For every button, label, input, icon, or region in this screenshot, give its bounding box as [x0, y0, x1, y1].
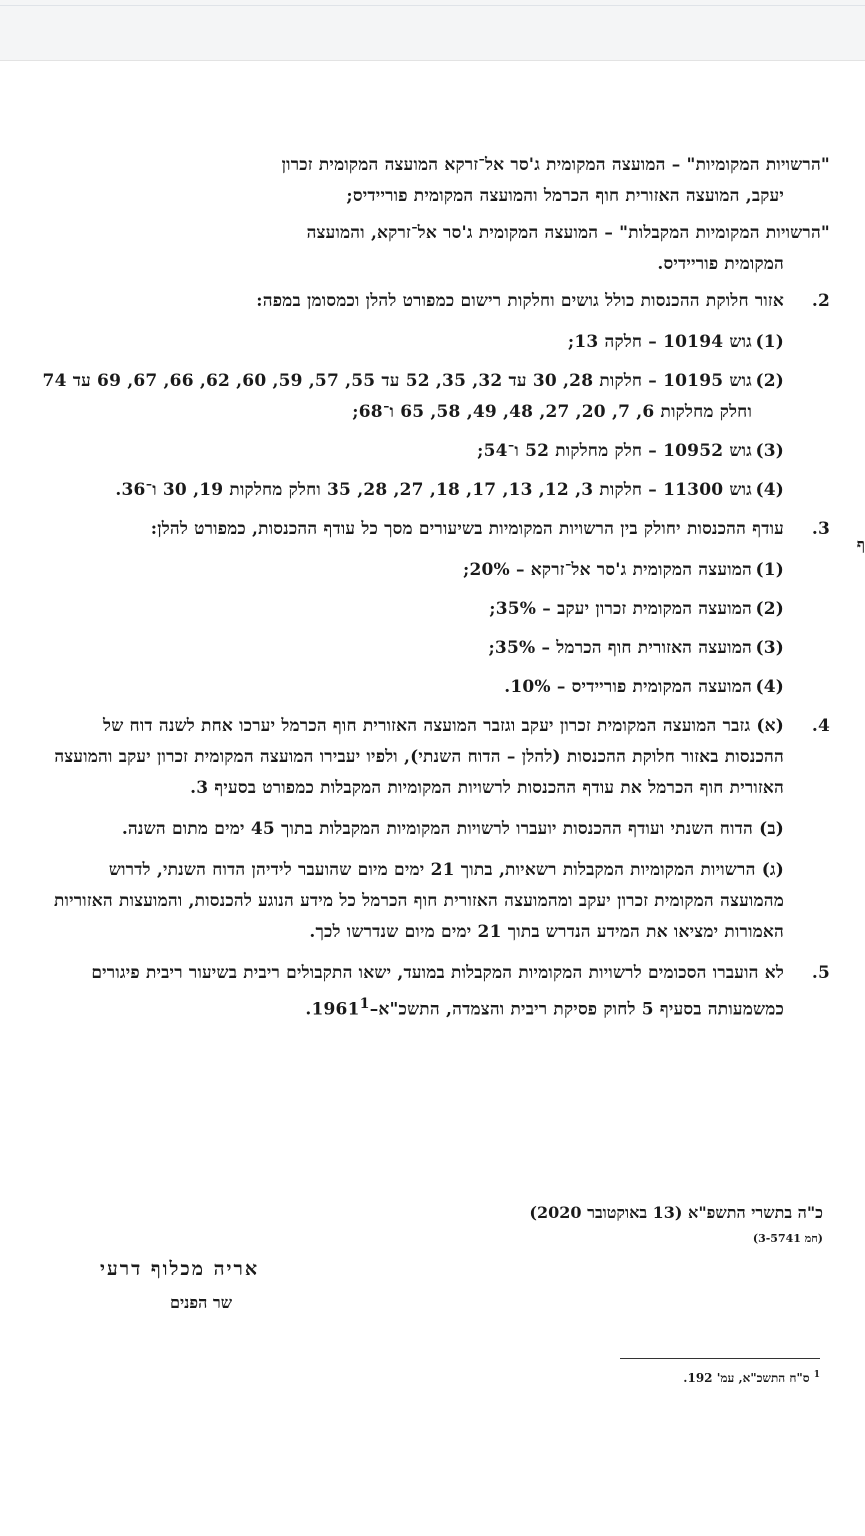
item-number: (4)	[755, 480, 784, 500]
file-reference: (חמ 3-5741)	[752, 1232, 823, 1245]
item-text: המועצה המקומית ג'סר אל־זרקא – 20%;	[462, 560, 752, 580]
definition-receiving-authorities	[40, 218, 830, 280]
cutoff-margin-char: ף	[856, 535, 865, 554]
section-5-text: לא הועברו הסכומים לרשויות המקומיות המקבלות במועד, ישאו התקבולים ריבית בשיעור ריבית פיגורים כמשמעותה בסעיף 5 לחוק פסיקת ריבית והצמדה, התשכ"א–1961	[91, 963, 784, 1020]
section-text: עודף ההכנסות יחולק בין הרשויות המקומיות בשיעורים מסך כל עודף ההכנסות, כמפורט להלן:	[150, 519, 784, 539]
item-number: (4)	[755, 677, 784, 697]
section-text: לא הועברו הסכומים לרשויות המקומיות המקבלות במועד, ישאו התקבולים ריבית בשיעור ריבית פיגורים כמשמעותה בסעיף 5 לחוק פסיקת ריבית והצמדה, התשכ"א–1961$^1$.	[91, 963, 784, 1020]
definition-continuation: המקומית פוריידיס.	[657, 254, 784, 274]
signing-date: כ"ה בתשרי התשפ"א (13 באוקטובר 2020)	[529, 1203, 823, 1222]
subsection-number: (א)	[756, 716, 784, 736]
footnote	[440, 1370, 820, 1386]
section-2-item	[40, 327, 830, 358]
section-number: 3.	[811, 519, 830, 539]
section-number: 5.	[811, 963, 830, 983]
item-number: (2)	[755, 371, 784, 391]
item-number: (2)	[755, 599, 784, 619]
subsection-text: הרשויות המקומיות המקבלות רשאיות, בתוך 21 ימים מיום שהועבר לידיהן הדוח השנתי, לדרוש מהמועצה המקומית זכרון יעקב ומהמועצה האזורית חוף הכרמל כל מידע הנוגע להכנסות, והמועצות האזוריות האמורות ימציאו את המידע הנדרש בתוך 21 ימים מיום שנדרשו לכך.	[53, 860, 784, 942]
signer-title: שר הפנים	[170, 1293, 233, 1312]
subsection-number: (ב)	[759, 819, 784, 839]
item-text: גוש 10194 – חלקה 13;	[567, 332, 752, 352]
section-number: 2.	[811, 291, 830, 311]
definition-local-authorities	[40, 150, 830, 212]
section-3-item	[40, 594, 830, 625]
definition-continuation: יעקב, המועצה האזורית חוף הכרמל והמועצה המקומית פוריידיס;	[346, 186, 784, 206]
section-2-item	[40, 436, 830, 467]
footnote-number: 1	[813, 1370, 820, 1380]
item-number: (3)	[755, 638, 784, 658]
signer-name: אריה מכלוף דרעי	[100, 1258, 260, 1280]
subsection-text: גזבר המועצה המקומית זכרון יעקב וגזבר המועצה האזורית חוף הכרמל יערכו אחת לשנה דוח של ההכנסות באזור חלוקת ההכנסות (להלן – הדוח השנתי), ולפיו יעבירו המועצה המקומית זכרון יעקב והמועצה האזורית חוף הכרמל את עודף ההכנסות לרשויות המקומיות המקבלות כמפורט בסעיף 3.	[54, 716, 784, 798]
section-text: אזור חלוקת ההכנסות כולל גושים וחלקות רישום כמפורט להלן וכמסומן במפה:	[256, 291, 784, 311]
definition-line: "הרשויות המקומיות המקבלות" – המועצה המקומית ג'סר אל־זרקא, והמועצה	[306, 223, 830, 243]
footnote-text: ס"ח התשכ"א, עמ' 192.	[683, 1371, 810, 1385]
section-2-item	[40, 366, 830, 428]
item-text: המועצה המקומית פוריידיס – 10%.	[504, 677, 752, 697]
definition-line: "הרשויות המקומיות" – המועצה המקומית ג'סר אל־זרקא המועצה המקומית זכרון	[281, 155, 830, 175]
section-4	[40, 711, 830, 804]
section-3-item	[40, 555, 830, 586]
section-3-item	[40, 672, 830, 703]
item-number: (1)	[755, 332, 784, 352]
footnote-marker: 1	[359, 996, 370, 1012]
document-body	[40, 150, 830, 1036]
section-2	[40, 286, 830, 317]
subsection-text: הדוח השנתי ועודף ההכנסות יועברו לרשויות המקומיות המקבלות בתוך 45 ימים מתום השנה.	[121, 819, 753, 839]
section-3-item	[40, 633, 830, 664]
footnote-rule	[620, 1358, 820, 1359]
section-3	[40, 514, 830, 545]
section-number: 4.	[811, 716, 830, 736]
item-text: המועצה המקומית זכרון יעקב – 35%;	[489, 599, 752, 619]
item-text: גוש 11300 – חלקות 3, 12, 13, 17, 18, 27, 28, 35 וחלק מחלקות 19, 30 ו־36.	[115, 480, 752, 500]
section-4-c	[40, 855, 830, 948]
section-5	[40, 958, 830, 1026]
top-bar-line	[0, 5, 865, 6]
item-number: (3)	[755, 441, 784, 461]
subsection-number: (ג)	[761, 860, 784, 880]
browser-top-bar	[0, 0, 865, 61]
item-text: גוש 10195 – חלקות 28, 30 עד 32, 35, 52 עד 55, 57, 59, 60, 62, 66, 67, 69 עד 74 וחלק מחלקות 6, 7, 20, 27, 48, 49, 58, 65 ו־68;	[42, 371, 752, 422]
subsection	[40, 855, 784, 948]
subsection	[40, 814, 784, 845]
item-text: גוש 10952 – חלק מחלקות 52 ו־54;	[477, 441, 752, 461]
subsection	[40, 711, 784, 804]
section-2-item	[40, 475, 830, 506]
item-text: המועצה האזורית חוף הכרמל – 35%;	[488, 638, 752, 658]
item-number: (1)	[755, 560, 784, 580]
section-4-b	[40, 814, 830, 845]
